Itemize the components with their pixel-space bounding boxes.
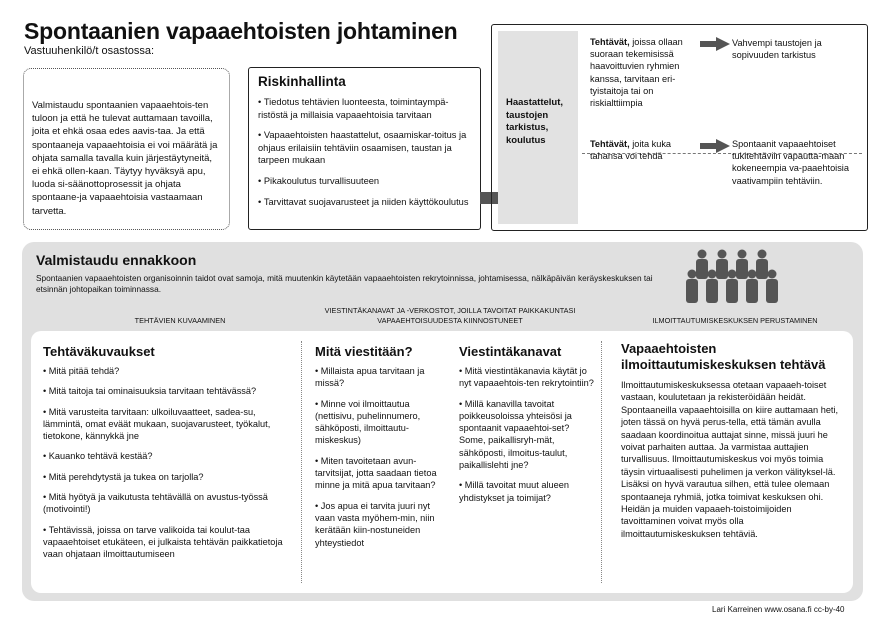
task-demanding-text: joissa ollaan suoraan tekemisissä haavoittuvien ryhmien kanssa, tarvitaan eri-tyistaitoja tai on riskialttiimpia [590, 37, 683, 109]
risk-management-list [258, 96, 476, 216]
col-head-registration-center: ILMOITTAUTUMISKESKUKSEN PERUSTAMINEN [652, 316, 818, 325]
task-demanding [590, 36, 694, 109]
risk-item: • Tarvittavat suojavarusteet ja niiden käyttökoulutus [258, 196, 476, 209]
list-item: • Mitä viestintäkanavia käytät jo nyt vapaaehtois-ten rekrytointiin? [459, 365, 595, 390]
list-item: • Mitä perehdytystä ja tukea on tarjolla? [43, 471, 293, 483]
task-demanding-bold: Tehtävät, [590, 37, 630, 47]
task-descriptions-title: Tehtäväkuvaukset [43, 344, 155, 359]
list-item: • Mitä hyötyä ja vaikutusta tehtävällä on avustus-työssä (motivointi!) [43, 491, 293, 516]
column-divider [601, 341, 602, 583]
responsible-persons-label: Vastuuhenkilö/t osastossa: [24, 45, 155, 57]
interview-label: Haastattelut, taustojen tarkistus, koulutus [506, 97, 564, 146]
list-item: • Millaista apua tarvitaan ja missä? [315, 365, 447, 390]
prep-box [23, 68, 230, 230]
list-item: • Mitä taitoja tai ominaisuuksia tarvitaan tehtävässä? [43, 385, 293, 397]
result-anyone: Spontaanit vapaaehtoiset tukitehtäviin vapautta-maan kokeneempia va-paaehtoisia vaativampiin tehtäviin. [732, 139, 849, 186]
col-head-communication: VIESTINTÄKANAVAT JA -VERKOSTOT, JOILLA TAVOITAT PAIKKAKUNTASI VAPAAEHTOISUUDESTA KIINNOSTUNEET [324, 306, 576, 325]
what-to-communicate-list [315, 365, 447, 557]
list-item: • Kauanko tehtävä kestää? [43, 450, 293, 462]
list-item: • Mitä pitää tehdä? [43, 365, 293, 377]
list-item: • Mitä varusteita tarvitaan: ulkoiluvaatteet, sadea-su, lämmintä, omat eväät mukaan, suojavarusteet, työkalut, tietokone, kännykkä jne [43, 406, 293, 443]
channels-list [459, 365, 595, 512]
risk-item: • Pikakoulutus turvallisuuteen [258, 175, 476, 188]
risk-management-box [248, 67, 481, 230]
risk-item: • Tiedotus tehtävien luonteesta, toimintaympä-ristöstä ja millaisia vapaaehtoisia tarvitaan [258, 96, 476, 121]
list-item: • Tehtävissä, joissa on tarve valikoida tai koulut-taa vapaaehtoiset etukäteen, ei julkaista tehtävän paikkatietoja vaan ohjataan ilmoittautumiseen [43, 524, 293, 561]
registration-center-text: Ilmoittautumiskeskuksessa otetaan vapaaeh-toiset vastaan, koulutetaan ja rekisteröidään heidät. Spontaaneilla vapaaehtoisilla on kiire auttamaan heti, joten tässä on hyvä perus-tella, että tämän avulla saadaan koordinoitua auttajat sinne, missä juuri he voivat parhaiten auttaa. Ja varmistaa auttajien turvallisuus. Ilmoittautumiskeskus voi myös toimia täysin virtuaalisesti puhelimen ja verkon välityksel-lä. Lisäksi on hyvä varautua silhen, että tulee olemaan spontaaneja ryhmiä, jotka toimivat keskuksen ohi. Heidän ja muiden vapaaeh-toistoimijoiden tavoittaminen voivat myös olla ilmoittautumiskeskuksen tehtäviä. [621, 380, 839, 539]
prepare-title: Valmistaudu ennakkoon [36, 252, 197, 268]
arrow-right-icon [700, 37, 730, 51]
risk-item: • Vapaaehtoisten haastattelut, osaamiskar-toitus ja ohjaus erilaisiin tehtäviin osaamisen, taustan ja tarpeen mukaan [258, 129, 476, 167]
task-anyone-text: joita kuka tahansa voi tehdä [590, 139, 672, 162]
prepare-columns [31, 331, 853, 593]
channels-title: Viestintäkanavat [459, 344, 562, 359]
list-item: • Millä tavoitat muut alueen yhdistykset ja toimijat? [459, 479, 595, 504]
prep-text: Valmistaudu spontaanien vapaaehtois-ten tuloon ja että he tulevat auttamaan tavoilla, joita et ehkä osaa edes aavis-taa. Ja että spontaaneja vapaaehtoisia ei voi määrätä ja ohjata samalla tavalla kuin järjestäytyneitä, ei ehkä ollen-kaan. Täytyy hyväksyä apu, luoda si-säänottoprosessit ja ohjata spontaane-ja vapaaehtoisia vastaamaan tarvetta. [32, 100, 218, 217]
page-title: Spontaanien vapaaehtoisten johtaminen [24, 18, 458, 44]
credit-line: Lari Karreinen www.osana.fi cc-by-40 [712, 605, 845, 614]
list-item: • Miten tavoitetaan avun-tarvitsijat, jotta saadaan tietoa minne ja mitä apua tarvitaan? [315, 455, 447, 492]
arrow-right-icon [700, 139, 730, 153]
list-item: • Millä kanavilla tavoitat poikkeusoloissa yhteisösi ja spontaanit vapaaehtoi-set? Some, paikallisryh-mät, sähköposti, ilmoitus-taulut, paikallislehti jne? [459, 398, 595, 472]
task-anyone [590, 138, 694, 162]
result-demanding: Vahvempi taustojen ja sopivuuden tarkistus [732, 38, 822, 61]
task-descriptions-list [43, 365, 293, 569]
interview-box [491, 24, 868, 231]
list-item: • Jos apua ei tarvita juuri nyt vaan vasta myöhem-min, niin kerätään kiin-nostuneiden yhteystiedot [315, 500, 447, 549]
prepare-description: Spontaanien vapaaehtoisten organisoinnin taidot ovat samoja, mitä muutenkin käytetään vapaaehtoisten rekrytoinnissa, johtamisessa, nälkäpäivän keräyskeskuksen tai etsinnän johtopaikan toiminnassa. [36, 273, 653, 295]
what-to-communicate-title: Mitä viestitään? [315, 344, 413, 359]
people-group-icon [682, 248, 782, 312]
column-divider [301, 341, 302, 583]
list-item: • Minne voi ilmoittautua (nettisivu, puhelinnumero, sähköposti, ilmoittautu-miskeskus) [315, 398, 447, 447]
col-head-task-description: TEHTÄVIEN KUVAAMINEN [134, 316, 226, 325]
risk-management-title: Riskinhallinta [258, 74, 346, 89]
task-anyone-bold: Tehtävät, [590, 139, 630, 149]
registration-center-title: Vapaaehtoisten ilmoittautumiskeskuksen tehtävä [621, 341, 826, 372]
